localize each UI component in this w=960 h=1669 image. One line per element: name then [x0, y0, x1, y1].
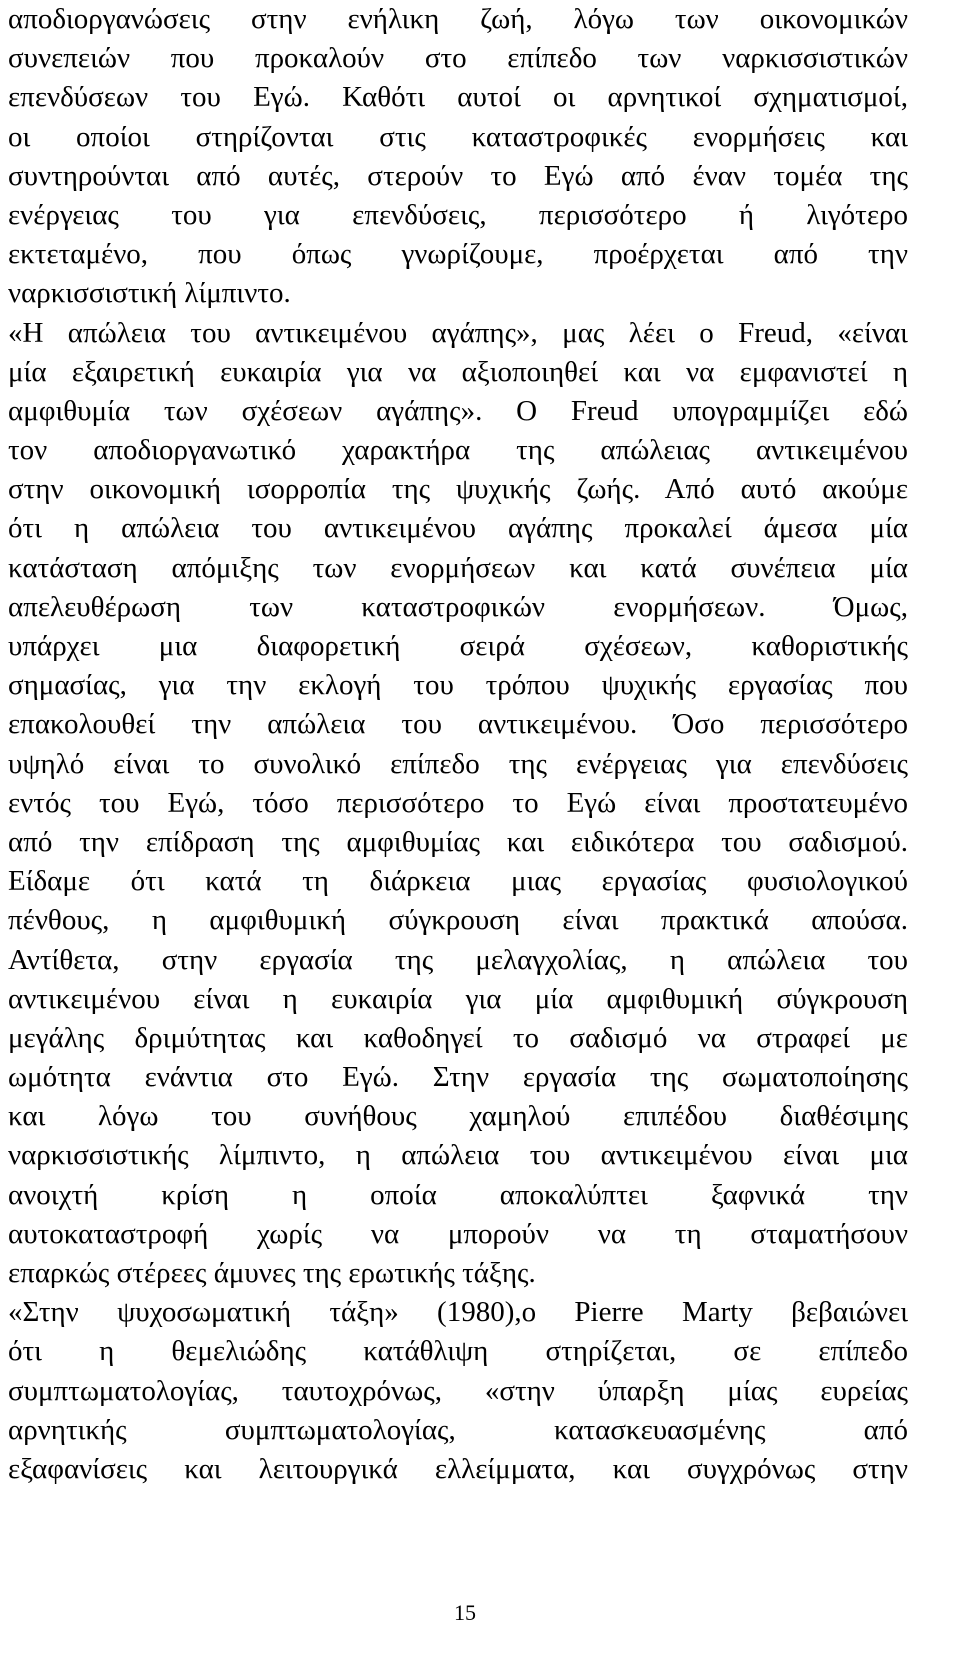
text-line: αυτοκαταστροφή χωρίς να μπορούν να τη σταματήσουν: [8, 1217, 908, 1250]
text-line: εξαφανίσεις και λειτουργικά ελλείμματα, και συγχρόνως στην: [8, 1452, 908, 1485]
text-line: πένθους, η αμφιθυμική σύγκρουση είναι πρακτικά απούσα.: [8, 904, 908, 937]
text-line: ωμότητα ενάντια στο Εγώ. Στην εργασία της σωματοποίησης: [8, 1061, 908, 1094]
text-line: ενέργειας του για επενδύσεις, περισσότερο ή λιγότερο: [8, 198, 908, 231]
page-number: 15: [454, 1600, 476, 1625]
text-line: αποδιοργανώσεις στην ενήλικη ζωή, λόγω των οικονομικών: [8, 3, 908, 35]
text-line: επαρκώς στέρεες άμυνες της ερωτικής τάξης.: [8, 1257, 536, 1289]
text-line: ναρκισσιστικής λίμπιντο, η απώλεια του αντικειμένου είναι μια: [8, 1139, 908, 1172]
text-line: συνεπειών που προκαλούν στο επίπεδο των ναρκισσιστικών: [8, 42, 908, 75]
body-text: [8, 0, 908, 1489]
text-line: μία εξαιρετική ευκαιρία για να αξιοποιηθεί και να εμφανιστεί η: [8, 355, 908, 388]
text-line: ότι η θεμελιώδης κατάθλιψη στηρίζεται, σε επίπεδο: [8, 1335, 908, 1368]
text-line: τον αποδιοργανωτικό χαρακτήρα της απώλειας αντικειμένου: [8, 434, 908, 467]
text-line: αντικειμένου είναι η ευκαιρία για μία αμφιθυμική σύγκρουση: [8, 982, 908, 1015]
text-line: μεγάλης δριμύτητας και καθοδηγεί το σαδισμό να στραφεί με: [8, 1021, 908, 1054]
text-line: στην οικονομική ισορροπία της ψυχικής ζωής. Από αυτό ακούμε: [8, 473, 908, 506]
text-line: απελευθέρωση των καταστροφικών ενορμήσεων. Όμως,: [8, 590, 908, 623]
text-line: συμπτωματολογίας, ταυτοχρόνως, «στην ύπαρξη μίας ευρείας: [8, 1374, 908, 1407]
text-line: κατάσταση απόμιξης των ενορμήσεων και κατά συνέπεια μία: [8, 551, 908, 584]
text-line: επενδύσεων του Εγώ. Καθότι αυτοί οι αρνητικοί σχηματισμοί,: [8, 81, 908, 114]
text-line: ότι η απώλεια του αντικειμένου αγάπης προκαλεί άμεσα μία: [8, 512, 908, 545]
text-line: σημασίας, για την εκλογή του τρόπου ψυχικής εργασίας που: [8, 669, 908, 702]
text-line: υψηλό είναι το συνολικό επίπεδο της ενέργειας για επενδύσεις: [8, 747, 908, 780]
text-line: «Η απώλεια του αντικειμένου αγάπης», μας λέει ο Freud, «είναι: [8, 316, 908, 349]
text-line: εντός του Εγώ, τόσο περισσότερο το Εγώ είναι προστατευμένο: [8, 786, 908, 819]
text-line: ανοιχτή κρίση η οποία αποκαλύπτει ξαφνικά την: [8, 1178, 908, 1211]
text-line: Αντίθετα, στην εργασία της μελαγχολίας, η απώλεια του: [8, 943, 908, 976]
text-line: εκτεταμένο, που όπως γνωρίζουμε, προέρχεται από την: [8, 238, 908, 271]
text-line: επακολουθεί την απώλεια του αντικειμένου. Όσο περισσότερο: [8, 708, 908, 741]
text-line: «Στην ψυχοσωματική τάξη» (1980),ο Pierre Marty βεβαιώνει: [8, 1296, 908, 1329]
text-line: ναρκισσιστική λίμπιντο.: [8, 277, 291, 310]
text-line: από την επίδραση της αμφιθυμίας και ειδικότερα του σαδισμού.: [8, 825, 908, 858]
text-line: οι οποίοι στηρίζονται στις καταστροφικές ενορμήσεις και: [8, 120, 908, 153]
text-line: συντηρούνται από αυτές, στερούν το Εγώ από έναν τομέα της: [8, 159, 908, 192]
text-line: και λόγω του συνήθους χαμηλού επιπέδου διαθέσιμης: [8, 1100, 908, 1133]
text-line: Είδαμε ότι κατά τη διάρκεια μιας εργασίας φυσιολογικού: [8, 865, 908, 898]
text-line: αμφιθυμία των σχέσεων αγάπης». Ο Freud υπογραμμίζει εδώ: [8, 394, 908, 427]
text-line: υπάρχει μια διαφορετική σειρά σχέσεων, καθοριστικής: [8, 630, 908, 662]
text-line: αρνητικής συμπτωματολογίας, κατασκευασμένης από: [8, 1413, 908, 1446]
